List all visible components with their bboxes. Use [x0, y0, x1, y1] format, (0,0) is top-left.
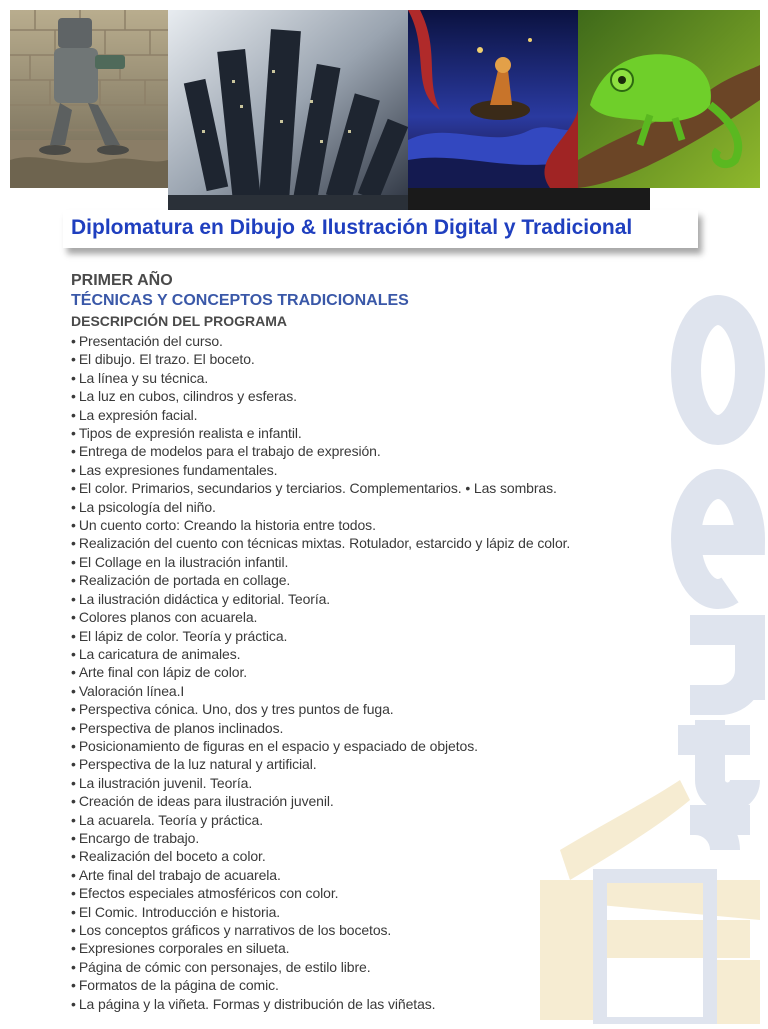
- list-item: [71, 682, 691, 700]
- list-item-text: Las expresiones fundamentales.: [78, 461, 278, 478]
- list-item: [71, 976, 691, 994]
- bullet-icon: •: [71, 535, 76, 552]
- page-title: Diplomatura en Dibujo & Ilustración Digital y Tradicional: [71, 216, 633, 239]
- list-item: [71, 829, 691, 847]
- list-item-text: Realización de portada en collage.: [78, 572, 291, 589]
- list-item-text: Encargo de trabajo.: [78, 829, 200, 846]
- list-item-text: Efectos especiales atmosféricos con color.: [78, 885, 339, 902]
- bullet-icon: •: [71, 590, 76, 607]
- list-item-text: Realización del cuento con técnicas mixtas. Rotulador, estarcido y lápiz de color.: [78, 535, 571, 552]
- bullet-icon: •: [71, 461, 76, 478]
- bullet-icon: •: [71, 664, 76, 681]
- list-item: [71, 792, 691, 810]
- page-title-box: [63, 210, 698, 248]
- list-item: [71, 774, 691, 792]
- bullet-icon: •: [71, 940, 76, 957]
- list-item-text: Expresiones corporales en silueta.: [78, 940, 290, 957]
- bullet-icon: •: [71, 922, 76, 938]
- list-item-text: La ilustración juvenil. Teoría.: [78, 774, 253, 791]
- list-item: [71, 645, 691, 663]
- list-item: [71, 461, 691, 479]
- list-item-text: La luz en cubos, cilindros y esferas.: [78, 388, 297, 405]
- bullet-icon: •: [71, 480, 76, 497]
- bullet-icon: •: [71, 645, 76, 662]
- list-item: [71, 847, 691, 865]
- list-item: [71, 719, 691, 737]
- list-item: [71, 958, 691, 976]
- list-item: [71, 627, 691, 645]
- list-item-text: Tipos de expresión realista e infantil.: [78, 425, 302, 442]
- list-item: [71, 350, 691, 368]
- list-item: [71, 903, 691, 921]
- list-item-text: Perspectiva de la luz natural y artificial.: [78, 756, 317, 773]
- list-item: [71, 811, 691, 829]
- list-item-text: Creación de ideas para ilustración juvenil.: [78, 793, 334, 810]
- bullet-icon: •: [71, 443, 76, 460]
- bullet-icon: •: [71, 682, 76, 699]
- bullet-icon: •: [71, 333, 76, 349]
- list-item: [71, 921, 691, 939]
- list-item-text: El dibujo. El trazo. El boceto.: [78, 351, 255, 368]
- list-item: [71, 884, 691, 902]
- list-item-text: Valoración línea.I: [78, 682, 185, 699]
- list-item: [71, 608, 691, 626]
- bullet-icon: •: [71, 977, 76, 994]
- bullet-icon: •: [71, 793, 76, 810]
- list-item: [71, 442, 691, 460]
- list-item-text: El color. Primarios, secundarios y terciarios. Complementarios. • Las sombras.: [78, 480, 557, 497]
- bullet-icon: •: [71, 995, 76, 1012]
- list-item-text: La acuarela. Teoría y práctica.: [78, 811, 264, 828]
- list-item-text: Página de cómic con personajes, de estilo libre.: [78, 958, 371, 975]
- bullet-icon: •: [71, 701, 76, 718]
- bullet-icon: •: [71, 719, 76, 736]
- chameleon-illustration: [578, 10, 760, 188]
- bullet-icon: •: [71, 811, 76, 828]
- bullet-icon: •: [71, 829, 76, 846]
- bullet-icon: •: [71, 609, 76, 626]
- list-item-text: Los conceptos gráficos y narrativos de los bocetos.: [78, 922, 392, 938]
- list-item-text: La ilustración didáctica y editorial. Teoría.: [78, 590, 331, 607]
- city-illustration: [168, 10, 408, 210]
- list-item: [71, 755, 691, 773]
- bullet-icon: •: [71, 572, 76, 589]
- list-item: [71, 406, 691, 424]
- list-item-text: Colores planos con acuarela.: [78, 609, 258, 626]
- bullet-icon: •: [71, 406, 76, 423]
- bullet-icon: •: [71, 369, 76, 386]
- bullet-icon: •: [71, 737, 76, 754]
- list-item-text: Realización del boceto a color.: [78, 848, 266, 865]
- list-item-text: Arte final con lápiz de color.: [78, 664, 248, 681]
- program-content: [71, 271, 691, 1013]
- list-item: [71, 663, 691, 681]
- list-item: [71, 516, 691, 534]
- list-item: [71, 387, 691, 405]
- bullet-icon: •: [71, 958, 76, 975]
- list-item-text: Un cuento corto: Creando la historia entre todos.: [78, 517, 376, 534]
- bullet-icon: •: [71, 553, 76, 570]
- list-item: [71, 369, 691, 387]
- list-item: [71, 553, 691, 571]
- list-item: [71, 737, 691, 755]
- list-item-text: La línea y su técnica.: [78, 369, 209, 386]
- section-subtitle: TÉCNICAS Y CONCEPTOS TRADICIONALES: [71, 292, 409, 309]
- bullet-icon: •: [71, 866, 76, 883]
- program-topics-list: [71, 332, 691, 1013]
- robot-illustration: [10, 10, 168, 188]
- bullet-icon: •: [71, 517, 76, 534]
- list-item: [71, 534, 691, 552]
- bullet-icon: •: [71, 774, 76, 791]
- list-item: [71, 590, 691, 608]
- list-item-text: La psicología del niño.: [78, 498, 216, 515]
- bullet-icon: •: [71, 903, 76, 920]
- list-item-text: Perspectiva cónica. Uno, dos y tres puntos de fuga.: [78, 701, 394, 718]
- list-item: [71, 866, 691, 884]
- list-item-text: Perspectiva de planos inclinados.: [78, 719, 284, 736]
- bullet-icon: •: [71, 885, 76, 902]
- list-item-text: Formatos de la página de comic.: [78, 977, 279, 994]
- list-item: [71, 332, 691, 350]
- list-item-text: La página y la viñeta. Formas y distribución de las viñetas.: [78, 995, 436, 1012]
- header-banner: [10, 10, 760, 210]
- bullet-icon: •: [71, 388, 76, 405]
- list-item-text: El Collage en la ilustración infantil.: [78, 553, 289, 570]
- list-item: [71, 479, 691, 497]
- list-item: [71, 424, 691, 442]
- list-item-text: Entrega de modelos para el trabajo de expresión.: [78, 443, 381, 460]
- list-item-text: Presentación del curso.: [78, 333, 223, 349]
- bullet-icon: •: [71, 756, 76, 773]
- bullet-icon: •: [71, 627, 76, 644]
- list-item: [71, 498, 691, 516]
- list-item-text: El Comic. Introducción e historia.: [78, 903, 281, 920]
- list-item-text: Posicionamiento de figuras en el espacio y espaciado de objetos.: [78, 737, 478, 754]
- bullet-icon: •: [71, 425, 76, 442]
- list-item-text: Arte final del trabajo de acuarela.: [78, 866, 281, 883]
- bullet-icon: •: [71, 848, 76, 865]
- bullet-icon: •: [71, 498, 76, 515]
- list-item-text: La caricatura de animales.: [78, 645, 241, 662]
- program-description-heading: DESCRIPCIÓN DEL PROGRAMA: [71, 313, 287, 329]
- year-heading: PRIMER AÑO: [71, 272, 173, 289]
- list-item-text: El lápiz de color. Teoría y práctica.: [78, 627, 288, 644]
- list-item: [71, 939, 691, 957]
- list-item: [71, 571, 691, 589]
- night-scene-illustration: [408, 10, 578, 188]
- list-item: [71, 995, 691, 1013]
- list-item-text: La expresión facial.: [78, 406, 198, 423]
- bullet-icon: •: [71, 351, 76, 368]
- list-item: [71, 700, 691, 718]
